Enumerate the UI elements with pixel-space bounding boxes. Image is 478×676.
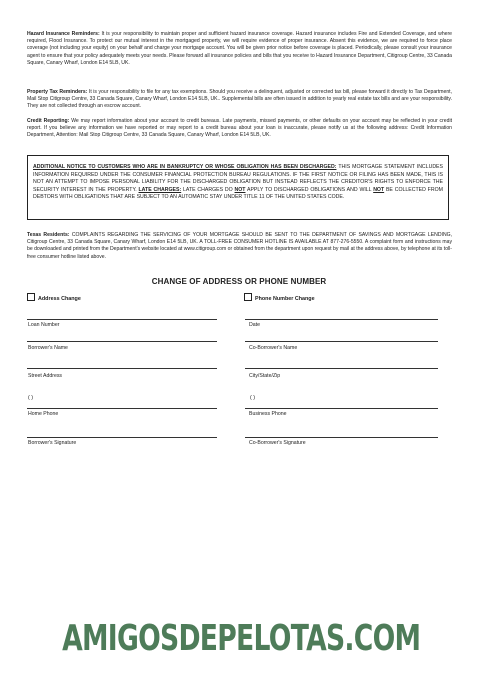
texas-residents-paragraph — [27, 232, 452, 261]
texas-text: COMPLAINTS REGARDING THE SERVICING OF YOUR MORTGAGE SHOULD BE SENT TO THE DEPARTMENT OF SAVINGS AND MORTGAGE LENDING, Citigroup Centre, 33 Canada Square, Canary Wharf, London E14 5LB, UK. A TOLL-FREE CONSUMER HOTLINE IS AVAILABLE AT 877-276-5550. A complaint form and instructions may be downloaded and printed from the Department's website located at www.citigroup.com or obtained from the department upon request by mail at the address above, by telephone at its toll-free consumer hotline listed above. — [27, 232, 452, 260]
bankruptcy-notice-box — [27, 155, 449, 220]
loan-number-field[interactable] — [27, 319, 217, 320]
address-change-checkbox[interactable] — [27, 293, 35, 301]
city-state-zip-label: City/State/Zip — [249, 373, 281, 379]
notice-not-2: NOT — [373, 186, 385, 193]
property-tax-text: It is your responsibility to file for any tax exemptions. Should you receive a delinquent, adjusted or corrected tax bill, please forward it directly to Tax Department, Mail Stop Citigroup Centre, 33 Canada Square, Canary Wharf, London E14 5LB, UK.. Supplemental bills are often issued in addition to yearly real estate tax bills and are your responsibility. They are not collected through an escrow account. — [27, 89, 453, 110]
late-charges-label: LATE CHARGES: — [138, 186, 182, 193]
coborrower-name-label: Co-Borrower's Name — [249, 345, 298, 351]
property-tax-heading: Property Tax Reminders: — [27, 89, 88, 95]
home-phone-label: Home Phone — [28, 411, 59, 417]
borrower-name-label: Borrower's Name — [28, 345, 68, 351]
borrower-signature-label: Borrower's Signature — [28, 440, 77, 446]
business-phone-area-code: ( ) — [250, 395, 256, 401]
hazard-insurance-paragraph — [27, 31, 452, 67]
texas-heading: Texas Residents: — [27, 232, 70, 238]
business-phone-field[interactable] — [245, 408, 438, 409]
bankruptcy-notice-text — [33, 164, 443, 202]
street-address-field[interactable] — [27, 368, 217, 369]
notice-text-1: THIS MORTGAGE STATEMENT INCLUDES INFORMATION REQUIRED UNDER THE CONSUMER FINANCIAL PROTECTION BUREAU REGULATIONS. IF THE FIRST NOTICE OR FILING HAS BEEN MADE, THIS IS NOT AN ATTEMPT TO IMPOSE PERSONAL LIABILITY FOR THE DISCHARGED OBLIGATION BUT INSTEAD REFLECTS THE CREDITOR'S RIGHTS TO ENFORCE THE SECURITY INTEREST IN THE PROPERTY. — [33, 164, 443, 193]
form-title: CHANGE OF ADDRESS OR PHONE NUMBER — [151, 277, 327, 286]
notice-text-3: APPLY TO DISCHARGED OBLIGATIONS AND WILL — [247, 186, 372, 193]
coborrower-name-field[interactable] — [245, 341, 438, 342]
street-address-label: Street Address — [28, 373, 63, 379]
credit-reporting-paragraph — [27, 118, 452, 140]
credit-heading: Credit Reporting: — [27, 118, 70, 124]
date-label: Date — [249, 322, 260, 328]
date-field[interactable] — [245, 319, 438, 320]
home-phone-field[interactable] — [27, 408, 217, 409]
property-tax-paragraph — [27, 89, 452, 111]
home-phone-area-code: ( ) — [28, 395, 34, 401]
borrower-name-field[interactable] — [27, 341, 217, 342]
credit-text: We may report information about your account to credit bureaus. Late payments, missed payments, or other defaults on your account may be reflected in your credit report. If you believe any information we have reported or may report to a credit bureau about your loan is inaccurate, please notify us at the following address: Credit Information Department, Attention: Mail Stop Citigroup Centre, 33 Canada Square, Canary Wharf, London E14 5LB, UK. — [27, 118, 452, 139]
notice-text-4: BE COLLECTED FROM DEBTORS WITH OBLIGATIONS THAT ARE SUBJECT TO AN AUTOMATIC STAY UNDER TITLE 11 OF THE UNITED STATES CODE. — [33, 186, 443, 201]
notice-not-1: NOT — [234, 186, 246, 193]
address-change-option[interactable] — [27, 293, 81, 302]
phone-change-checkbox[interactable] — [244, 293, 252, 301]
address-change-label: Address Change — [38, 296, 81, 302]
coborrower-signature-field[interactable] — [245, 437, 438, 438]
borrower-signature-field[interactable] — [27, 437, 217, 438]
business-phone-label: Business Phone — [249, 411, 287, 417]
notice-text-2: LATE CHARGES DO — [183, 186, 233, 193]
hazard-heading: Hazard Insurance Reminders: — [27, 31, 100, 37]
phone-change-label: Phone Number Change — [255, 296, 315, 302]
bankruptcy-notice-heading: ADDITIONAL NOTICE TO CUSTOMERS WHO ARE IN BANKRUPTCY OR WHOSE OBLIGATION HAS BEEN DISCHARGED: — [33, 164, 337, 170]
phone-change-option[interactable] — [244, 293, 315, 302]
city-state-zip-field[interactable] — [245, 368, 438, 369]
hazard-text: It is your responsibility to maintain proper and sufficient hazard insurance coverage. Hazard insurance includes Fire and Extended Coverage, and where required, Flood Insurance. To protect our mutual interest in the mortgaged property, we will require evidence of proper insurance. Absent this evidence, we are required to force place coverage (not including your equity) on your behalf and charge your mortgage account. You will be given prior notice before coverage is placed. Periodically, please consult your insurance agent to ensure that your policy adequately meets your needs. Please forward all insurance policies and bills that you receive to Hazard Insurance Department, Citigroup Centre, 33 Canada Square, Canary Wharf, London E14 5LB, UK. — [27, 31, 453, 66]
loan-number-label: Loan Number — [28, 322, 60, 328]
site-watermark: AMIGOSDEPELOTAS.COM — [62, 618, 421, 659]
coborrower-signature-label: Co-Borrower's Signature — [249, 440, 306, 446]
